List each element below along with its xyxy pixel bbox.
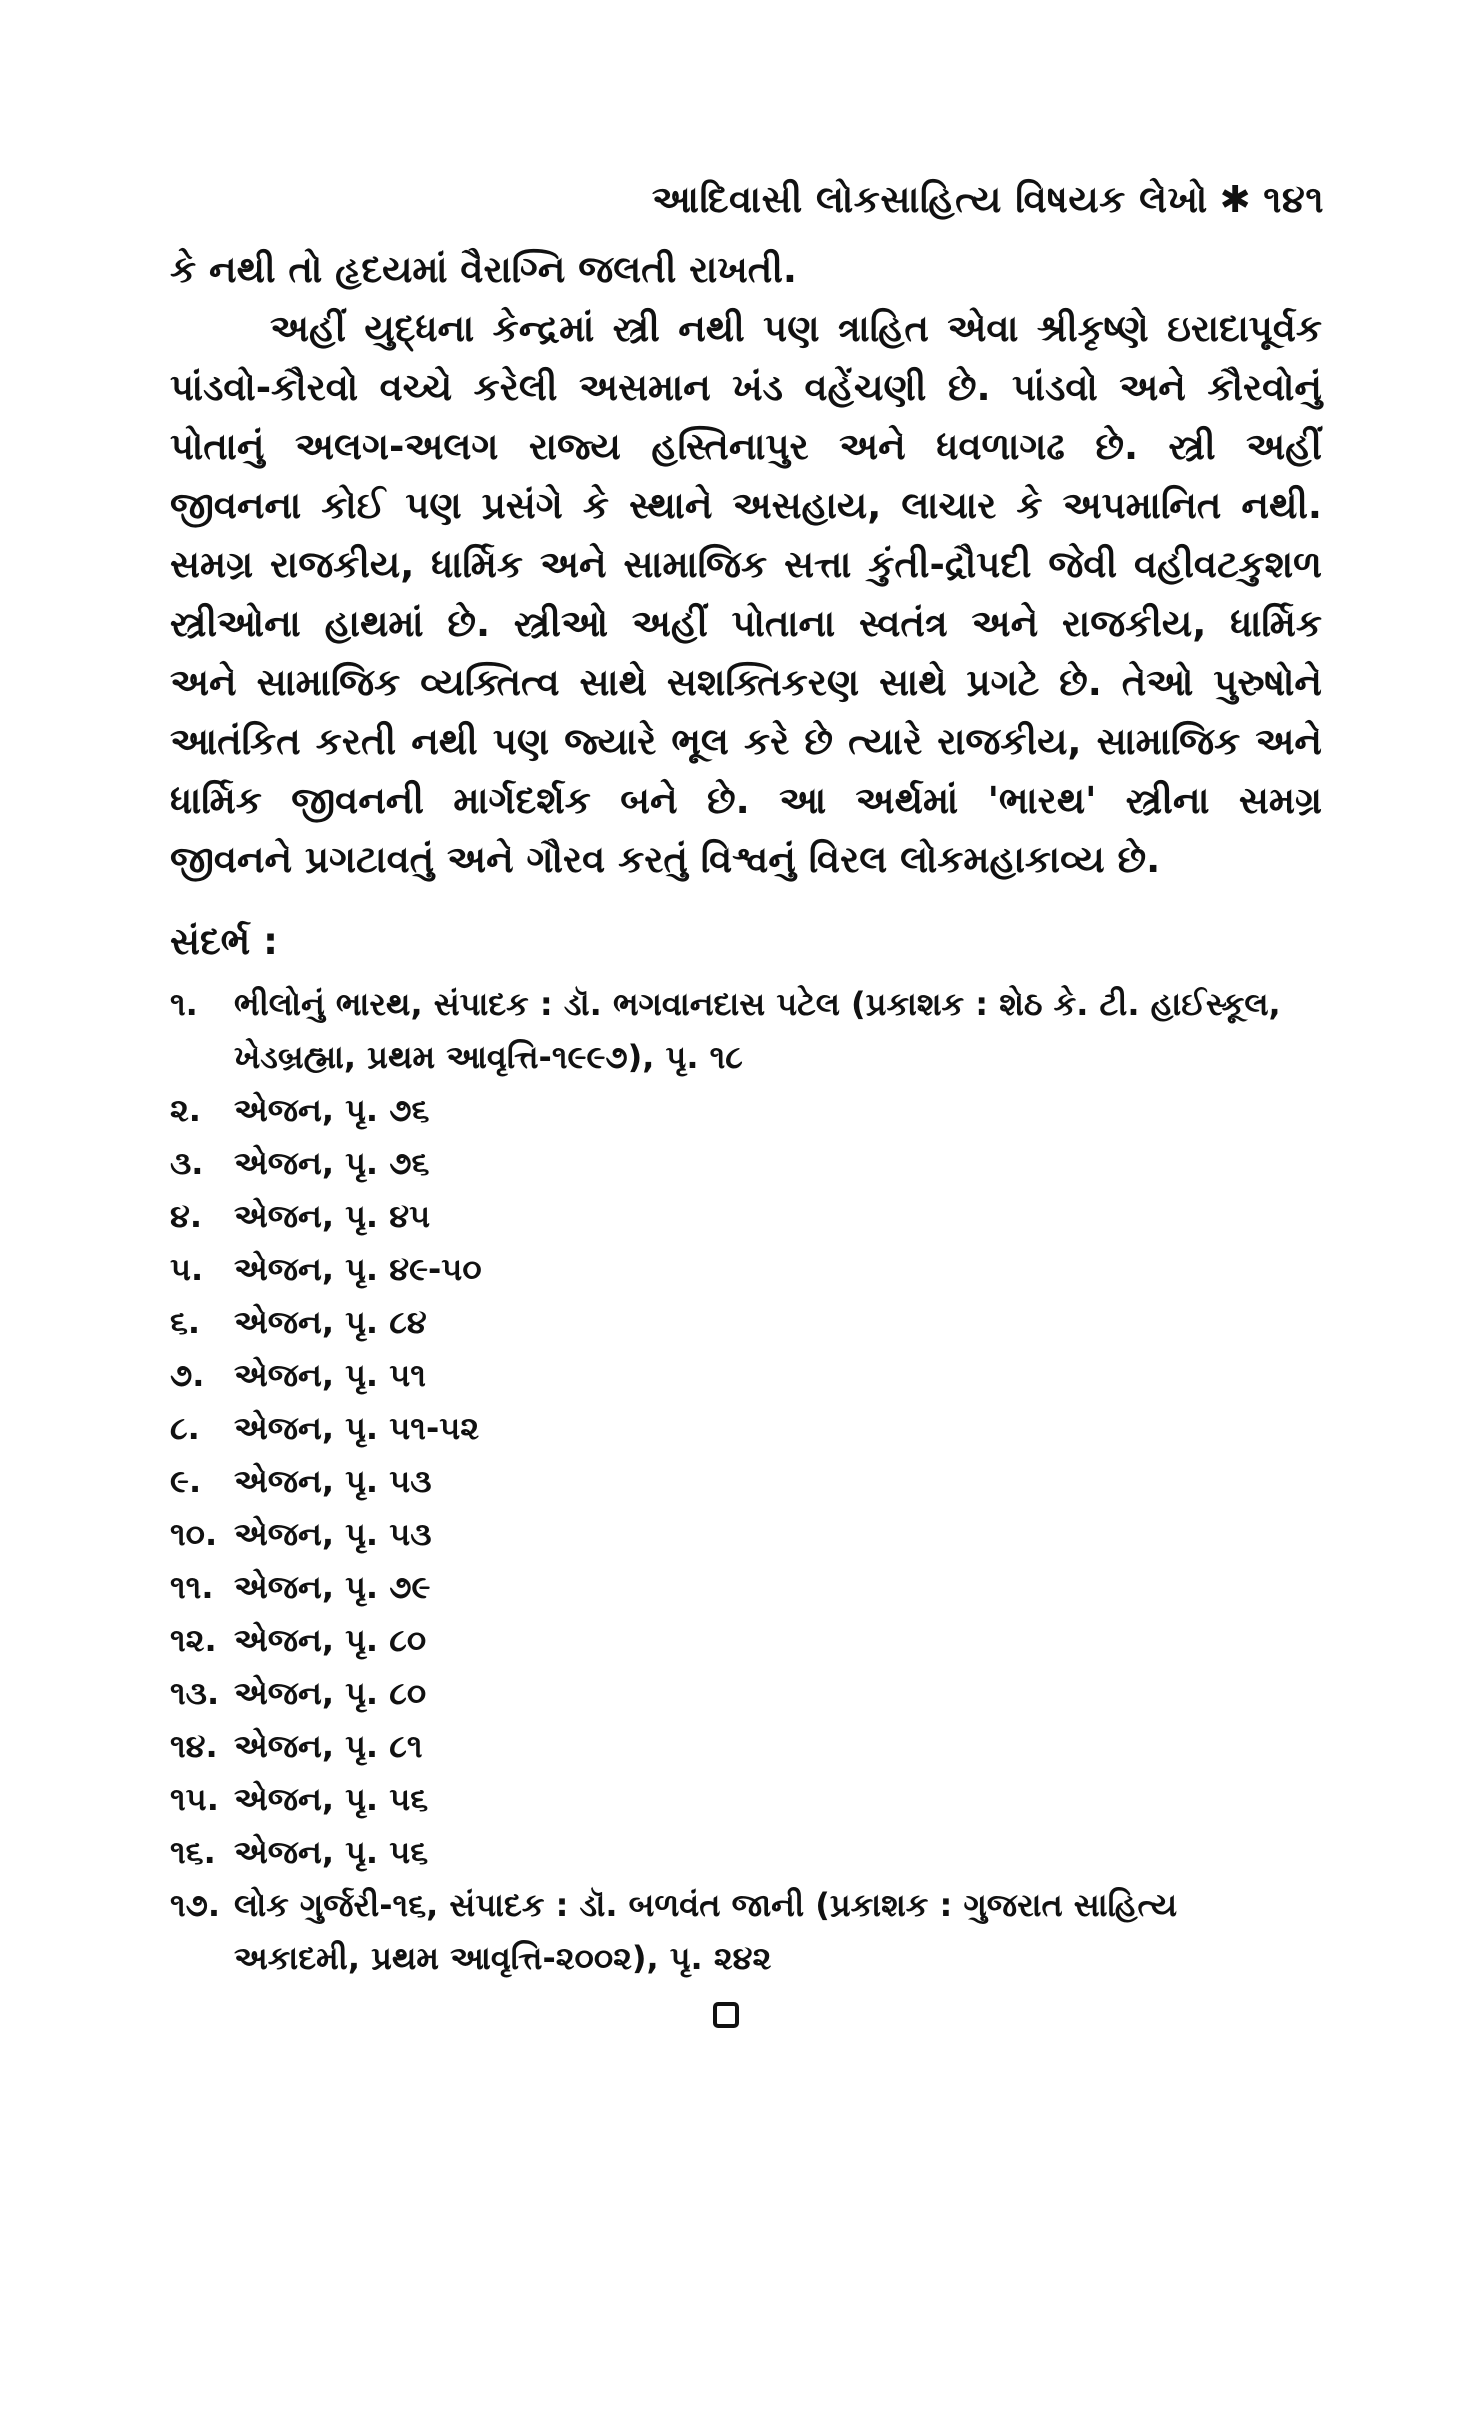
hollow-square-icon <box>713 2002 739 2028</box>
reference-line: એજન, પૃ. ૫૧-૫૨ <box>234 1409 480 1447</box>
reference-line: એજન, પૃ. ૮૦ <box>234 1674 427 1712</box>
body-line: અને સામાજિક વ્યક્તિત્વ સાથે સશક્તિકરણ સાથે પ્રગટે છે. તેઓ પુરુષોને <box>170 661 1322 704</box>
reference-text <box>234 1084 1322 1137</box>
reference-number: ૧. <box>170 985 198 1023</box>
reference-text <box>234 1137 1322 1190</box>
reference-item <box>170 1561 1322 1614</box>
reference-line: એજન, પૃ. ૫૧ <box>234 1356 426 1394</box>
body-line: સ્ત્રીઓના હાથમાં છે. સ્ત્રીઓ અહીં પોતાના સ્વતંત્ર અને રાજકીય, ધાર્મિક <box>170 602 1322 645</box>
reference-text <box>234 1614 1322 1667</box>
reference-item <box>170 1243 1322 1296</box>
reference-text <box>234 1720 1322 1773</box>
body-line: પોતાનું અલગ-અલગ રાજ્ય હસ્તિનાપુર અને ધવળાગઢ છે. સ્ત્રી અહીં <box>170 425 1322 468</box>
body-line: ધાર્મિક જીવનની માર્ગદર્શક બને છે. આ અર્થમાં 'ભારથ' સ્ત્રીના સમગ્ર <box>170 779 1322 822</box>
reference-text <box>234 1243 1322 1296</box>
reference-number: ૧૧. <box>170 1568 214 1606</box>
body-line: જીવનને પ્રગટાવતું અને ગૌરવ કરતું વિશ્વનું વિરલ લોકમહાકાવ્ય છે. <box>170 838 1161 881</box>
reference-item <box>170 1349 1322 1402</box>
body-line: અહીં યુદ્ધના કેન્દ્રમાં સ્ત્રી નથી પણ ત્રાહિત એવા શ્રીકૃષ્ણે ઇરાદાપૂર્વક <box>270 307 1322 350</box>
reference-number: ૯. <box>170 1462 202 1500</box>
body-line: જીવનના કોઈ પણ પ્રસંગે કે સ્થાને અસહાય, લાચાર કે અપમાનિત નથી. <box>170 484 1322 527</box>
reference-number: ૧૦. <box>170 1515 218 1553</box>
reference-line: એજન, પૃ. ૮૧ <box>234 1727 423 1765</box>
reference-line: એજન, પૃ. ૫૩ <box>234 1462 432 1500</box>
reference-text <box>234 1879 1322 1985</box>
reference-item <box>170 1296 1322 1349</box>
reference-item <box>170 1455 1322 1508</box>
reference-number: ૬. <box>170 1303 201 1341</box>
reference-line: એજન, પૃ. ૭૬ <box>234 1091 430 1129</box>
body-line: પાંડવો-કૌરવો વચ્ચે કરેલી અસમાન ખંડ વહેંચણી છે. પાંડવો અને કૌરવોનું <box>170 366 1322 409</box>
reference-number: ૧૪. <box>170 1727 218 1765</box>
reference-item <box>170 1720 1322 1773</box>
reference-text <box>234 1349 1322 1402</box>
reference-text <box>234 1773 1322 1826</box>
reference-number: ૮. <box>170 1409 200 1447</box>
references-heading: સંદર્ભ : <box>170 920 278 963</box>
reference-item <box>170 1137 1322 1190</box>
reference-line: એજન, પૃ. ૪૯-૫૦ <box>234 1250 482 1288</box>
reference-number: ૧૫. <box>170 1780 219 1818</box>
running-header <box>652 178 1324 222</box>
reference-item <box>170 1508 1322 1561</box>
reference-line: એજન, પૃ. ૮૪ <box>234 1303 427 1341</box>
reference-item <box>170 1614 1322 1667</box>
reference-text <box>234 1667 1322 1720</box>
reference-number: ૭. <box>170 1356 205 1394</box>
reference-line: એજન, પૃ. ૮૦ <box>234 1621 427 1659</box>
reference-item <box>170 1402 1322 1455</box>
page-number: ૧૪૧ <box>1263 178 1324 221</box>
reference-line: એજન, પૃ. ૪૫ <box>234 1197 431 1235</box>
reference-text <box>234 1508 1322 1561</box>
reference-item <box>170 1667 1322 1720</box>
reference-number: ૧૭. <box>170 1886 221 1924</box>
reference-number: ૫. <box>170 1250 204 1288</box>
reference-item <box>170 1879 1322 1985</box>
reference-item <box>170 1084 1322 1137</box>
reference-text <box>234 1455 1322 1508</box>
reference-number: ૧૬. <box>170 1833 216 1871</box>
reference-line: ખેડબ્રહ્મા, પ્રથમ આવૃત્તિ-૧૯૯૭), પૃ. ૧૮ <box>234 1038 743 1076</box>
reference-item <box>170 978 1322 1084</box>
reference-line: એજન, પૃ. ૫૬ <box>234 1833 429 1871</box>
reference-line: એજન, પૃ. ૭૯ <box>234 1568 431 1606</box>
reference-text <box>234 1402 1322 1455</box>
reference-item <box>170 1826 1322 1879</box>
reference-text <box>234 1561 1322 1614</box>
body-line: આતંકિત કરતી નથી પણ જ્યારે ભૂલ કરે છે ત્યારે રાજકીય, સામાજિક અને <box>170 720 1322 763</box>
body-line: સમગ્ર રાજકીય, ધાર્મિક અને સામાજિક સત્તા કુંતી-દ્રૌપદી જેવી વહીવટકુશળ <box>170 543 1322 586</box>
asterisk-icon: ✱ <box>1219 178 1252 221</box>
reference-line: એજન, પૃ. ૭૬ <box>234 1144 430 1182</box>
reference-text <box>234 1826 1322 1879</box>
reference-item <box>170 1773 1322 1826</box>
reference-number: ૪. <box>170 1197 202 1235</box>
reference-text <box>234 978 1322 1084</box>
reference-line: ભીલોનું ભારથ, સંપાદક : ડૉ. ભગવાનદાસ પટેલ (પ્રકાશક : શેઠ કે. ટી. હાઈસ્કૂલ, <box>234 985 1281 1023</box>
reference-number: ૨. <box>170 1091 201 1129</box>
header-title: આદિવાસી લોકસાહિત્ય વિષયક લેખો <box>651 178 1208 221</box>
reference-text <box>234 1190 1322 1243</box>
reference-number: ૧૩. <box>170 1674 220 1712</box>
reference-line: એજન, પૃ. ૫૩ <box>234 1515 432 1553</box>
reference-line: લોક ગુર્જરી-૧૬, સંપાદક : ડૉ. બળવંત જાની (પ્રકાશક : ગુજરાત સાહિત્ય <box>234 1886 1178 1924</box>
reference-line: એજન, પૃ. ૫૬ <box>234 1780 429 1818</box>
references-list <box>170 978 1322 1985</box>
reference-item <box>170 1190 1322 1243</box>
reference-line: અકાદમી, પ્રથમ આવૃત્તિ-૨૦૦૨), પૃ. ૨૪૨ <box>234 1939 772 1977</box>
reference-number: ૩. <box>170 1144 204 1182</box>
reference-number: ૧૨. <box>170 1621 217 1659</box>
body-paragraphs <box>170 240 1322 889</box>
body-line: કે નથી તો હૃદયમાં વૈરાગ્નિ જલતી રાખતી. <box>170 248 797 291</box>
reference-text <box>234 1296 1322 1349</box>
